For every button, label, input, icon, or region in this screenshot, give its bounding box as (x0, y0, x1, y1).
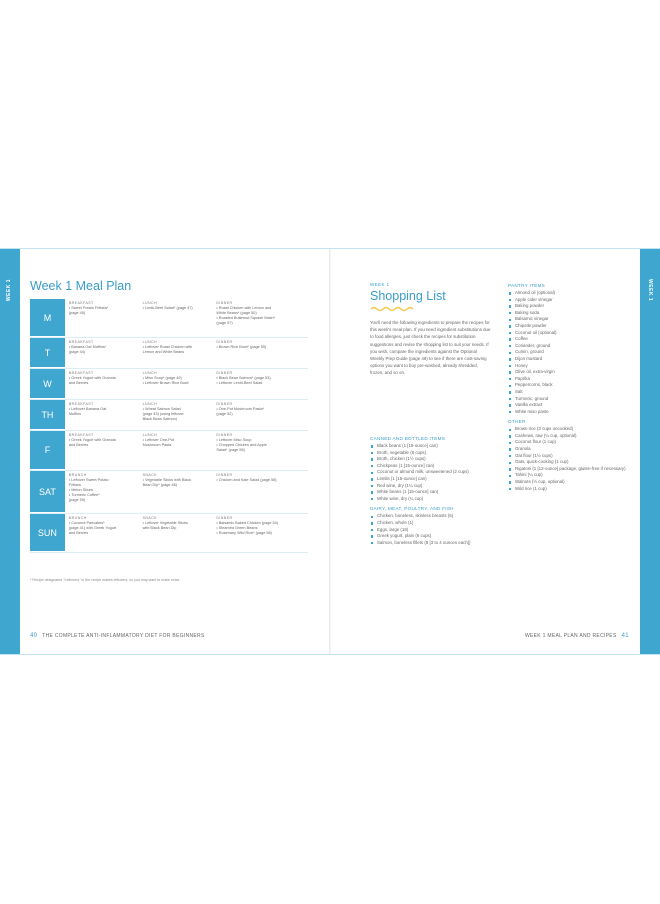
shopping-items (370, 513, 492, 546)
meal-label: DINNER (216, 433, 233, 437)
shopping-item: Apple cider vinegar (508, 297, 628, 304)
meal-label: LUNCH (142, 433, 157, 437)
meal-item: and Berries (68, 381, 89, 385)
meal-cell (212, 514, 308, 552)
meal-label: SNACK (142, 516, 157, 520)
shopping-item: Tahini (¼ cup) (508, 472, 628, 479)
shopping-item: Vanilla extract (508, 402, 628, 409)
meal-item: • Chopped Chicken and Apple (216, 443, 267, 447)
day-label: T (30, 338, 65, 368)
shopping-item: Oats, quick-cooking (1 cup) (508, 459, 628, 466)
day-label: W (30, 369, 65, 399)
meal-item: • Leftover Lentil-Beet Salad (216, 381, 263, 385)
shopping-item: Chipotle powder (508, 323, 628, 330)
meal-item: Muffins (68, 412, 82, 416)
day-label: M (30, 299, 65, 337)
right-page-number: 41 (621, 633, 629, 639)
meal-item: (page 52) (216, 412, 233, 416)
shopping-item: Chicken, boneless, skinless breasts (6) (370, 513, 492, 520)
left-week-tab (0, 249, 20, 654)
left-running-head: THE COMPLETE ANTI-INFLAMMATORY DIET FOR BEGINNERS (42, 633, 205, 639)
meal-item: • Black Bean Salmon* (page 53) (216, 376, 271, 380)
right-week-tab (640, 249, 660, 654)
shopping-item: Salmon, boneless fillets (8 [3 to 4 ounces each]) (370, 540, 492, 547)
book-spread (0, 248, 660, 655)
meal-item: and Berries (68, 531, 89, 535)
left-folio (30, 633, 205, 639)
meal-label: BREAKFAST (68, 340, 94, 344)
right-tab-label: WEEK 1 (647, 279, 653, 302)
meal-item: (page 57) (216, 321, 233, 325)
meal-label: DINNER (216, 340, 233, 344)
meal-label: DINNER (216, 516, 233, 520)
meal-item: • Coconut Pancakes* (68, 521, 105, 525)
meal-item: Lemon and White Beans (142, 350, 185, 354)
meal-cell (212, 431, 308, 470)
meal-item: • Rosemary Wild Rice* (page 58) (216, 531, 272, 535)
meal-label: LUNCH (142, 301, 157, 305)
shopping-items (370, 443, 492, 502)
meal-label: LUNCH (142, 340, 157, 344)
shopping-item: Paprika (508, 376, 628, 383)
meal-cell (139, 471, 213, 513)
meal-item: • Steamed Green Beans (216, 526, 258, 530)
meal-cell (139, 369, 213, 399)
meal-item: • Roast Chicken with Lemon and (216, 306, 272, 310)
meal-row (30, 431, 308, 471)
meal-label: DINNER (216, 371, 233, 375)
meal-item: • Balsamic Baked Chicken (page 54) (216, 521, 279, 525)
shopping-item: White miso paste (508, 409, 628, 416)
meal-label: SNACK (142, 473, 157, 477)
meal-item: • Sweet Potato Frittata* (68, 306, 109, 310)
section-heading: OTHER (508, 419, 526, 425)
meal-item: • Leftover Roast Chicken with (142, 345, 193, 349)
meal-cell (139, 431, 213, 470)
meal-cell (212, 369, 308, 399)
shopping-item: Coconut oil (optional) (508, 330, 628, 337)
meal-cell (65, 431, 139, 470)
meal-item: Bean Dip* (page 46) (142, 483, 178, 487)
shopping-item: Cumin, ground (508, 349, 628, 356)
shopping-kicker: WEEK 1 (370, 282, 390, 287)
meal-label: BREAKFAST (68, 371, 94, 375)
meal-item: • Turmeric Coffee* (68, 493, 100, 497)
meal-item: • Brown Rice Bowl* (page 55) (216, 345, 267, 349)
right-folio (525, 633, 629, 639)
meal-cell (139, 299, 213, 337)
shopping-item: Honey (508, 363, 628, 370)
meal-row (30, 400, 308, 431)
shopping-item: Baking soda (508, 310, 628, 317)
meal-item: Mushroom Pasta (142, 443, 172, 447)
left-page-number: 40 (30, 633, 38, 639)
meal-cell (65, 514, 139, 552)
shopping-item: Olive oil, extra-virgin (508, 369, 628, 376)
meal-item: • Banana Oat Muffins* (68, 345, 107, 349)
shopping-item: Broth, vegetable (8 cups) (370, 450, 492, 457)
meal-label: BREAKFAST (68, 402, 94, 406)
meal-item: (page 41) with Greek Yogurt (68, 526, 117, 530)
shopping-item: White wine, dry (¼ cup) (370, 496, 492, 503)
shopping-item: Walnuts (½ cup, optional) (508, 479, 628, 486)
meal-cell (139, 514, 213, 552)
shopping-item: Coconut or almond milk, unsweetened (2 cups) (370, 469, 492, 476)
shopping-item: Dijon mustard (508, 356, 628, 363)
shopping-item: White beans (1 [15-ounce] can) (370, 489, 492, 496)
meal-cell (212, 471, 308, 513)
meal-item: Salad* (page 56) (216, 448, 245, 452)
shopping-items (508, 426, 628, 492)
meal-label: BRUNCH (68, 473, 87, 477)
meal-row (30, 514, 308, 553)
meal-item: • Leftover Miso Soup (216, 438, 252, 442)
meal-item: • Lentil-Beet Salad* (page 47) (142, 306, 193, 310)
meal-item: Black Bean Salmon) (142, 417, 178, 421)
meal-cell (65, 299, 139, 337)
meal-row (30, 369, 308, 400)
meal-row (30, 299, 308, 338)
shopping-item: Lentils (1 [15-ounce] can) (370, 476, 492, 483)
meal-item: • Roasted Butternut Squash Mash* (216, 316, 276, 320)
meal-label: LUNCH (142, 371, 157, 375)
meal-item: • Melon Slices (68, 488, 93, 492)
meal-label: BRUNCH (68, 516, 87, 520)
squiggle-ornament (370, 306, 414, 312)
meal-plan-grid (30, 299, 308, 553)
shopping-item: Rigatoni (1 [12-ounce] package, gluten-free if necessary) (508, 466, 628, 473)
meal-item: • Chicken and Kale Salad (page 58) (216, 478, 277, 482)
shopping-item: Coffee (508, 336, 628, 343)
meal-plan-title: Week 1 Meal Plan (30, 279, 132, 293)
shopping-item: Cashews, raw (¼ cup, optional) (508, 433, 628, 440)
shopping-item: Broth, chicken (1½ cups) (370, 456, 492, 463)
meal-item: • One-Pot Mushroom Pasta* (216, 407, 265, 411)
meal-item: • Greek Yogurt with Granola (68, 438, 116, 442)
meal-item: • Leftover Sweet Potato (68, 478, 109, 482)
meal-item: • Miso Soup* (page 49) (142, 376, 182, 380)
shopping-item: Turmeric, ground (508, 396, 628, 403)
shopping-item: Peppercorns, black (508, 382, 628, 389)
meal-label: DINNER (216, 301, 233, 305)
meal-item: (page 43) (using leftover (142, 412, 184, 416)
shopping-item: Chicken, whole (1) (370, 520, 492, 527)
shopping-column-b (508, 279, 628, 492)
shopping-item: Granola (508, 446, 628, 453)
meal-cell (139, 338, 213, 368)
shopping-item: Brown rice (3 cups uncooked) (508, 426, 628, 433)
meal-item: (page 44) (68, 350, 86, 354)
meal-item: Frittata (68, 483, 81, 487)
shopping-item: Coriander, ground (508, 343, 628, 350)
meal-cell (65, 400, 139, 430)
meal-label: BREAKFAST (68, 301, 94, 305)
meal-plan-footnote: * Recipe designated "Leftovers" in the recipe makes leftovers, so you may want to make extra. (30, 578, 180, 582)
meal-item: • Leftover Banana Oat (68, 407, 107, 411)
shopping-list-title: Shopping List (370, 289, 446, 303)
meal-item: (page 45) (68, 311, 86, 315)
right-running-head: WEEK 1 MEAL PLAN AND RECIPES (525, 633, 617, 639)
meal-item: • Wheat Salmon Salad (142, 407, 181, 411)
meal-label: LUNCH (142, 402, 157, 406)
shopping-item: Baking powder (508, 303, 628, 310)
shopping-item: Coconut flour (1 cup) (508, 439, 628, 446)
shopping-item: Eggs, large (18) (370, 527, 492, 534)
meal-cell (65, 369, 139, 399)
meal-item: and Berries (68, 443, 89, 447)
day-label: SUN (30, 514, 65, 552)
shopping-item: Wild rice (1 cup) (508, 486, 628, 493)
meal-item: • Leftover Brown Rice Bowl (142, 381, 189, 385)
shopping-item: Balsamic vinegar (508, 316, 628, 323)
shopping-item: Oat flour (1½ cups) (508, 453, 628, 460)
meal-item: (page 59) (68, 498, 86, 502)
meal-label: DINNER (216, 402, 233, 406)
shopping-item: Greek yogurt, plain (6 cups) (370, 533, 492, 540)
meal-cell (65, 338, 139, 368)
shopping-item: Red wine, dry (1¼ cup) (370, 483, 492, 490)
meal-item: with Black Bean Dip (142, 526, 177, 530)
meal-cell (65, 471, 139, 513)
meal-cell (212, 299, 308, 337)
meal-row (30, 338, 308, 369)
meal-item: White Beans* (page 50) (216, 311, 257, 315)
meal-label: BREAKFAST (68, 433, 94, 437)
day-label: SAT (30, 471, 65, 513)
meal-cell (212, 400, 308, 430)
shopping-item: Black beans (1 [15-ounce] can) (370, 443, 492, 450)
meal-label: DINNER (216, 473, 233, 477)
shopping-intro: You'll need the following ingredients to prepare the recipes for this week's meal plan. If you need ingredient substitutions due to food allergies, just check the recipes for substitution suggestions and revise the shopping list to suit your needs. If you wish, compare the ingredients against the Optional Weekly Prep Guide (page 48) to see if there are cost-saving options you want to buy pre-washed, already shredded, frozen, and so on. (370, 320, 491, 376)
shopping-item: Chickpeas (1 [15-ounce] can) (370, 463, 492, 470)
section-heading: PANTRY ITEMS (508, 283, 546, 288)
meal-row (30, 471, 308, 514)
meal-cell (212, 338, 308, 368)
day-label: TH (30, 400, 65, 430)
meal-item: • Greek Yogurt with Granola (68, 376, 116, 380)
shopping-item: Salt (508, 389, 628, 396)
section-heading: DAIRY, MEAT, POULTRY, AND FISH (370, 506, 454, 512)
shopping-items (508, 290, 628, 415)
section-heading: CANNED AND BOTTLED ITEMS (370, 436, 446, 441)
shopping-column-a (370, 432, 492, 546)
meal-cell (139, 400, 213, 430)
meal-item: • Leftover Vegetable Sticks (142, 521, 188, 525)
shopping-item: Almond oil (optional) (508, 290, 628, 297)
meal-item: • Leftover One-Pot (142, 438, 174, 442)
meal-item: • Vegetable Sticks with Black (142, 478, 192, 482)
page-gutter (329, 249, 331, 654)
left-tab-label: WEEK 1 (6, 279, 12, 302)
day-label: F (30, 431, 65, 470)
